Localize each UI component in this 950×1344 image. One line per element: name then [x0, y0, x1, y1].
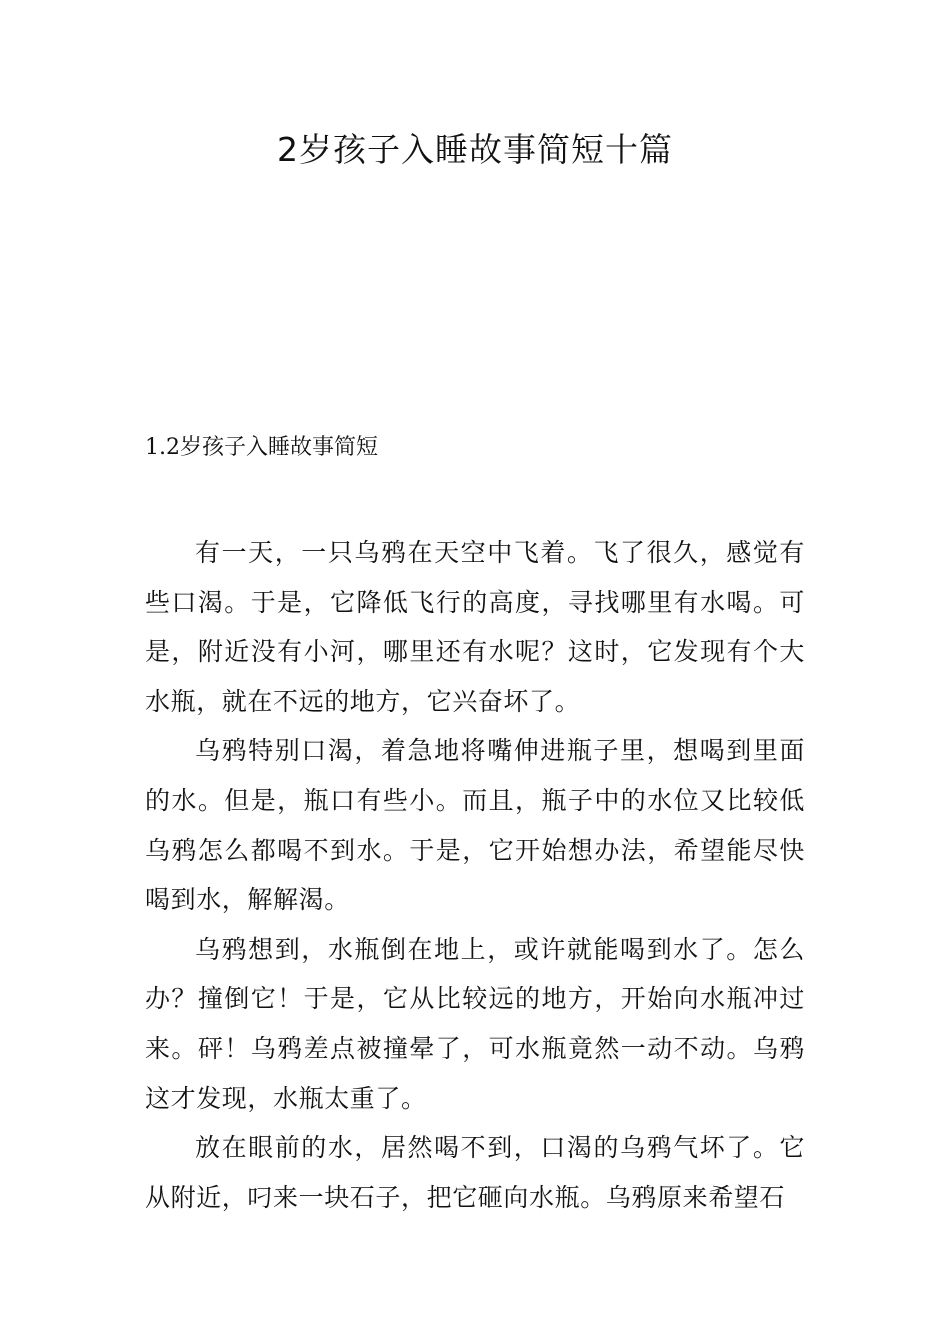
- story-body: [145, 528, 805, 1222]
- story-paragraph-4: 放在眼前的水，居然喝不到，口渴的乌鸦气坏了。它从附近，叼来一块石子，把它砸向水瓶。乌鸦原来希望石: [145, 1133, 805, 1212]
- section-heading: 1.2岁孩子入睡故事简短: [145, 435, 378, 460]
- story-paragraph-3: 乌鸦想到，水瓶倒在地上，或许就能喝到水了。怎么办？撞倒它！于是，它从比较远的地方，开始向水瓶冲过来。砰！乌鸦差点被撞晕了，可水瓶竟然一动不动。乌鸦这才发现，水瓶太重了。: [145, 934, 805, 1113]
- document-title: 2岁孩子入睡故事简短十篇: [277, 130, 673, 169]
- story-paragraph-1: 有一天，一只乌鸦在天空中飞着。飞了很久，感觉有些口渴。于是，它降低飞行的高度，寻找哪里有水喝。可是，附近没有小河，哪里还有水呢？这时，它发现有个大水瓶，就在不远的地方，它兴奋坏了。: [145, 538, 805, 716]
- story-paragraph-2: 乌鸦特别口渴，着急地将嘴伸进瓶子里，想喝到里面的水。但是，瓶口有些小。而且，瓶子中的水位又比较低乌鸦怎么都喝不到水。于是，它开始想办法，希望能尽快喝到水，解解渴。: [145, 736, 805, 915]
